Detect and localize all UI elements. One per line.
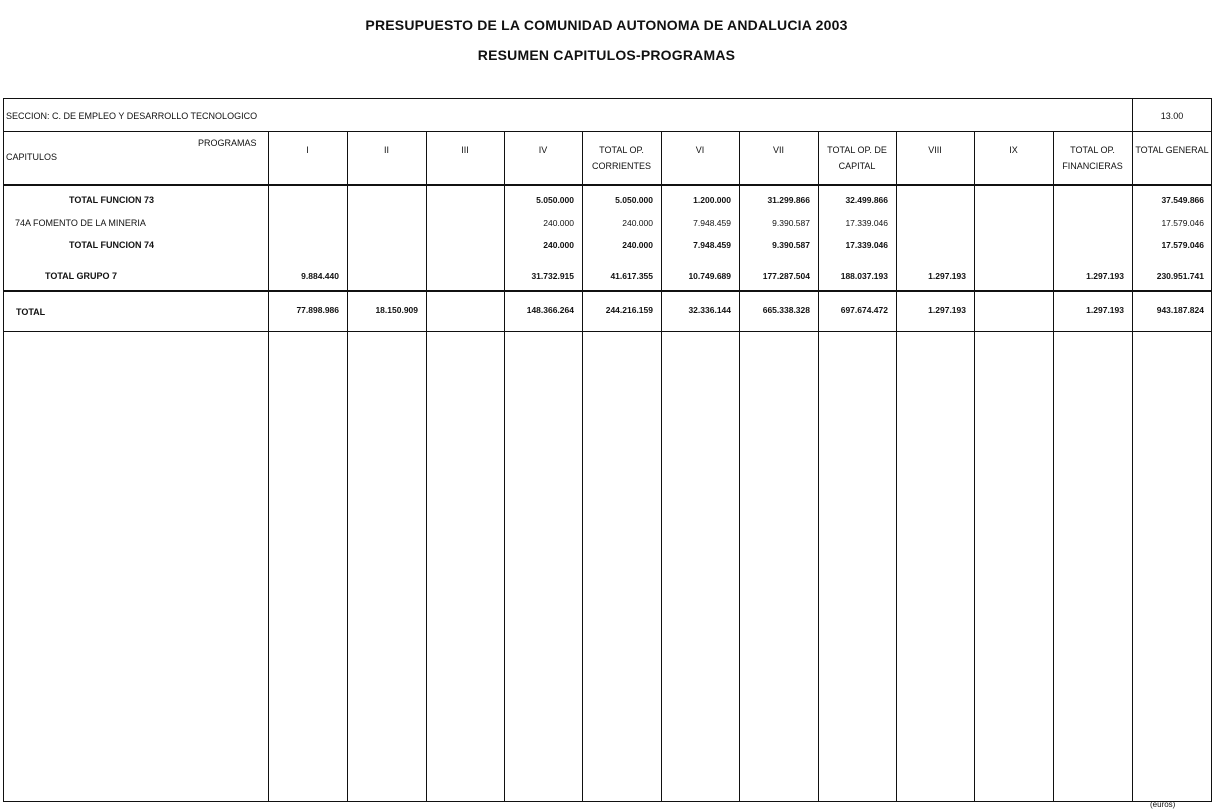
column-header: IX — [1009, 145, 1018, 155]
total-cell: 32.336.144 — [688, 305, 731, 315]
table-cell: 230.951.741 — [1156, 271, 1204, 281]
column-divider — [896, 131, 897, 802]
table-cell: 31.732.915 — [531, 271, 574, 281]
table-cell: 17.339.046 — [845, 218, 888, 228]
table-rule — [3, 331, 1212, 332]
column-divider — [426, 131, 427, 802]
column-divider — [974, 131, 975, 802]
column-divider — [818, 131, 819, 802]
row-label: TOTAL FUNCION 73 — [69, 195, 155, 205]
page-title: PRESUPUESTO DE LA COMUNIDAD AUTONOMA DE ANDALUCIA 2003 — [365, 17, 848, 33]
total-label: TOTAL — [16, 307, 46, 317]
currency-note: (euros) — [1150, 800, 1176, 809]
table-cell: 41.617.355 — [610, 271, 653, 281]
table-cell: 5.050.000 — [536, 195, 574, 205]
column-header: TOTAL OP. FINANCIERAS — [1062, 145, 1123, 171]
table-cell: 188.037.193 — [840, 271, 888, 281]
table-cell: 177.287.504 — [762, 271, 810, 281]
page-subtitle: RESUMEN CAPITULOS-PROGRAMAS — [477, 47, 736, 63]
column-header: II — [383, 145, 389, 155]
column-header: IV — [538, 145, 548, 155]
table-cell: 9.884.440 — [301, 271, 339, 281]
column-header: I — [306, 145, 309, 155]
column-divider — [504, 131, 505, 802]
row-label: TOTAL FUNCION 74 — [69, 240, 155, 250]
column-divider — [268, 131, 269, 802]
total-cell: 77.898.986 — [296, 305, 339, 315]
column-divider — [661, 131, 662, 802]
column-header: TOTAL GENERAL — [1135, 145, 1209, 155]
table-cell: 240.000 — [543, 218, 574, 228]
table-rule — [3, 290, 1212, 292]
table-cell: 17.579.046 — [1161, 240, 1204, 250]
column-divider — [1132, 131, 1133, 802]
column-divider — [347, 131, 348, 802]
total-cell: 148.366.264 — [526, 305, 574, 315]
header-programas: PROGRAMAS — [198, 138, 257, 148]
total-cell: 18.150.909 — [375, 305, 418, 315]
column-header: VIII — [928, 145, 942, 155]
table-cell: 31.299.866 — [767, 195, 810, 205]
table-cell: 240.000 — [543, 240, 574, 250]
column-header: TOTAL OP. CORRIENTES — [591, 145, 651, 171]
header-capitulos: CAPITULOS — [6, 152, 58, 162]
table-cell: 9.390.587 — [772, 218, 810, 228]
table-cell: 37.549.866 — [1161, 195, 1204, 205]
column-header: III — [461, 145, 469, 155]
column-header: TOTAL OP. DE CAPITAL — [827, 145, 887, 171]
column-header: VI — [695, 145, 705, 155]
table-cell: 1.297.193 — [928, 271, 966, 281]
table-cell: 17.579.046 — [1161, 218, 1204, 228]
table-cell: 1.200.000 — [693, 195, 731, 205]
section-code: 13.00 — [1160, 111, 1184, 121]
section-label: SECCION: C. DE EMPLEO Y DESARROLLO TECNOLOGICO — [6, 111, 258, 121]
total-cell: 665.338.328 — [762, 305, 810, 315]
total-cell: 943.187.824 — [1156, 305, 1204, 315]
table-rule — [3, 184, 1212, 186]
table-cell: 9.390.587 — [772, 240, 810, 250]
table-cell: 1.297.193 — [1086, 271, 1124, 281]
column-divider — [739, 131, 740, 802]
row-label: TOTAL GRUPO 7 — [45, 271, 118, 281]
row-label: 74A FOMENTO DE LA MINERIA — [15, 218, 146, 228]
total-cell: 1.297.193 — [1086, 305, 1124, 315]
table-cell: 240.000 — [622, 240, 653, 250]
column-divider — [1053, 131, 1054, 802]
column-divider — [582, 131, 583, 802]
total-cell: 1.297.193 — [928, 305, 966, 315]
table-cell: 32.499.866 — [845, 195, 888, 205]
table-cell: 240.000 — [622, 218, 653, 228]
table-rule — [3, 131, 1212, 132]
table-cell: 7.948.459 — [693, 218, 731, 228]
table-cell: 17.339.046 — [845, 240, 888, 250]
total-cell: 244.216.159 — [605, 305, 653, 315]
table-cell: 5.050.000 — [615, 195, 653, 205]
table-cell: 10.749.689 — [688, 271, 731, 281]
table-cell: 7.948.459 — [693, 240, 731, 250]
total-cell: 697.674.472 — [840, 305, 888, 315]
column-header: VII — [772, 145, 784, 155]
